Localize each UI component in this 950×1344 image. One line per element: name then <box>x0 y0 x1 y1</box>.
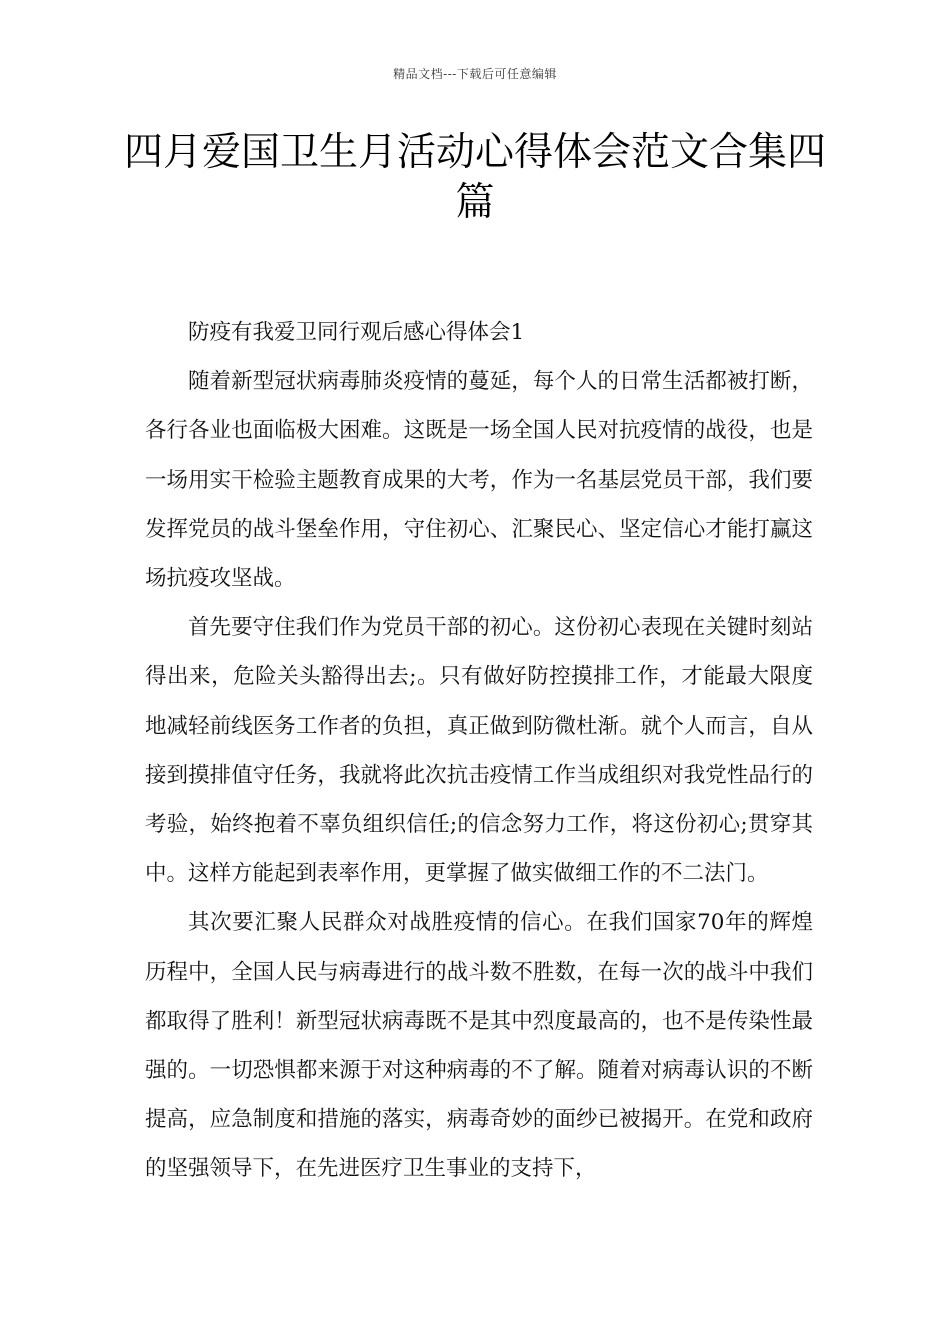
header-note: 精品文档---下载后可任意编辑 <box>393 67 557 81</box>
document-body <box>145 308 813 1194</box>
section-heading: 防疫有我爱卫同行观后感心得体会1 <box>188 320 525 345</box>
paragraph-2: 首先要守住我们作为党员干部的初心。这份初心表现在关键时刻站得出来，危险关头豁得出去;。只有做好防控摸排工作，才能最大限度地减轻前线医务工作者的负担，真正做到防微杜渐。就个人而言，自从接到摸排值守任务，我就将此次抗击疫情工作当成组织对我党性品行的考验，始终抱着不辜负组织信任;的信念努力工作，将这份初心;贯穿其中。这样方能起到表率作用，更掌握了做实做细工作的不二法门。 <box>145 615 813 887</box>
paragraph-1: 随着新型冠状病毒肺炎疫情的蔓延，每个人的日常生活都被打断，各行各业也面临极大困难。这既是一场全国人民对抗疫情的战役，也是一场用实干检验主题教育成果的大考，作为一名基层党员干部，我们要发挥党员的战斗堡垒作用，守住初心、汇聚民心、坚定信心才能打赢这场抗疫攻坚战。 <box>145 369 813 592</box>
paragraph-3: 其次要汇聚人民群众对战胜疫情的信心。在我们国家70年的辉煌历程中，全国人民与病毒进行的战斗数不胜数，在每一次的战斗中我们都取得了胜利！新型冠状病毒既不是其中烈度最高的，也不是传染性最强的。一切恐惧都来源于对这种病毒的不了解。随着对病毒认识的不断提高，应急制度和措施的落实，病毒奇妙的面纱已被揭开。在党和政府的坚强领导下，在先进医疗卫生事业的支持下， <box>145 910 813 1182</box>
document-title: 四月爱国卫生月活动心得体会范文合集四篇 <box>123 130 826 225</box>
